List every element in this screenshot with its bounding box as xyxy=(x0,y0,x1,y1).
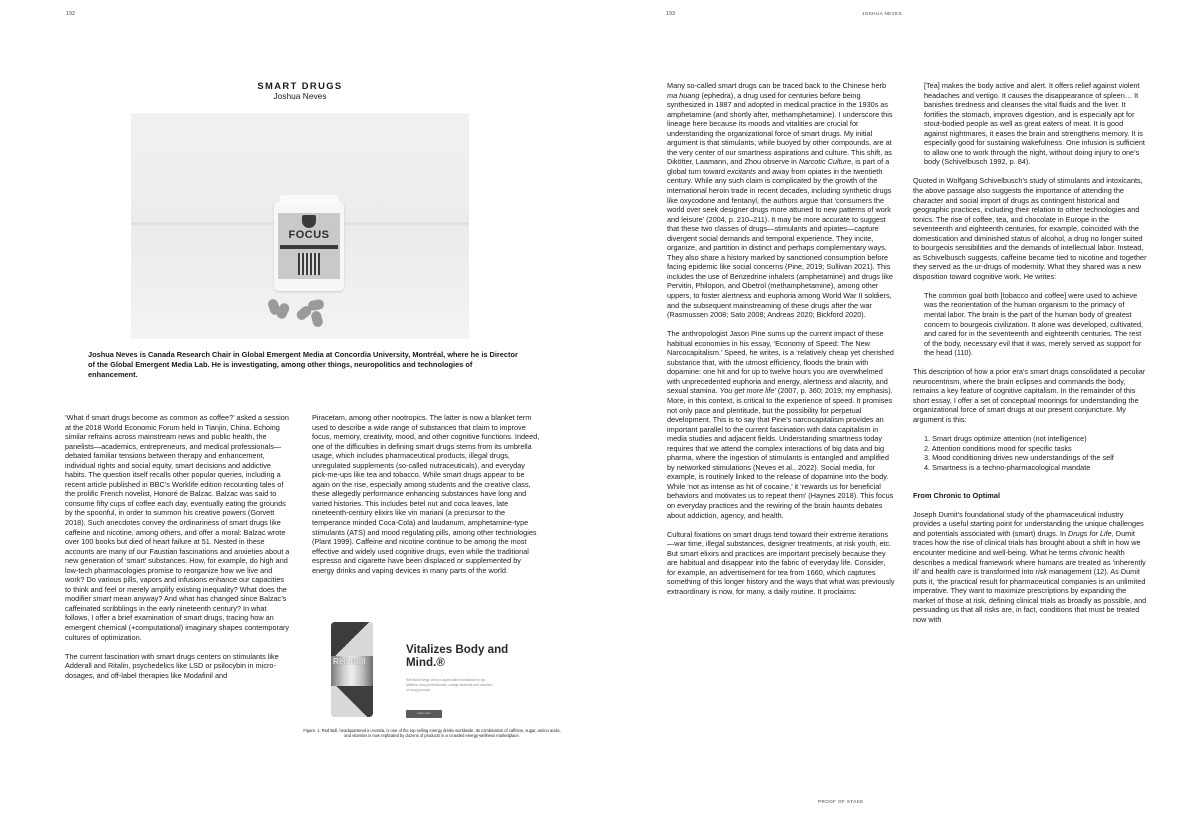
text-column-2 xyxy=(312,413,540,585)
author-bio: Joshua Neves is Canada Research Chair in Global Emergent Media at Concordia University, Montréal, where he is Director of the Global Emergent Media Lab. He is investigating, among other things, neuropolitics and technologies of enhancement. xyxy=(88,350,518,379)
focus-supplement-photo xyxy=(131,113,469,339)
jar-lid xyxy=(280,195,338,205)
paragraph: Joseph Dumit’s foundational study of the pharmaceutical industry provides a useful starting point for understanding the unique challenges and potentials associated with (smart) drugs. In Drugs for Life, Dumit traces how the rise of clinical trials has brought about a shift in how we encounter medicine and well-being. What he terms chronic health describes a medical framework where humans are treated as ‘inherently ill’ and health care is transformed into risk management (12). As Dumit puts it, ‘the practical result for pharmaceutical companies is an unlimited imperative. They want to maximize prescriptions by expanding the market of those at risk, defining clinical trials as broadly as possible, and persuading us that all risks are, in fact, conditions that must be treated now with xyxy=(913,509,1147,624)
running-foot: PROOF OF STAKE xyxy=(818,799,864,804)
ad-learn-more-button: Learn more xyxy=(406,710,442,718)
text-column-1 xyxy=(65,413,290,690)
list-item: 3. Mood conditioning drives new understandings of the self xyxy=(924,453,1114,463)
block-quote-tea: [Tea] makes the body active and alert. It offers relief against violent headaches and vertigo. It causes the disappearance of spleen… It banishes tiredness and cleanses the vital fluids and the liver. It fortifies the stomach, improves digestion, and is especially apt for stout-bodied people as well as great eaters of meat. It is good against nightmares, it eases the brain and strengthens memory. It is especially good for sustaining wakefulness. One infusion is sufficient to allow one to work through the night, without doing injury to one’s body (Schivelbusch 1992, p. 84). xyxy=(924,81,1145,167)
capsule xyxy=(310,310,324,328)
paragraph: Piracetam, among other nootropics. The latter is now a blanket term used to describe a wide range of substances that claim to improve focus, memory, creativity, mood, and other cognitive functions. Indeed, one of the difficulties in defining smart drugs stems from its umbrella usage, which includes pharmaceutical products, illegal drugs, unregulated supplements (so-called nutraceuticals), and everyday pick-me-ups like tea and tobacco. While smart drugs appear to be again on the rise, especially among students and the creative class, these allegedly performance enhancing substances have long and varied histories. This includes betel nut and coca leaves, late nineteenth-century elixirs like vin mariani (a precursor to the temperance minded Coca-Cola) and laudanum, amphetamine-type stimulants (ATS) and mood regulating pills, among other technologies (Plant 1999). Caffeine and nicotine continue to be among the most effective and widely used cognitive drugs, even while the traditional espresso and cigarette have been displaced or supplemented by energy drinks and vaping devices in many parts of the world. xyxy=(312,413,540,575)
list-item: 2. Attention conditions mood for specific tasks xyxy=(924,443,1072,453)
article-byline: Joshua Neves xyxy=(273,91,327,101)
article-header xyxy=(0,80,600,102)
paragraph: The current fascination with smart drugs centers on stimulants like Adderall and Ritalin, psychedelics like LSD or psilocybin in micro-dosages, and off-label therapies like Modafinil and xyxy=(65,651,279,680)
supplement-jar xyxy=(274,201,344,291)
list-item: 1. Smart drugs optimize attention (not intelligence) xyxy=(924,434,1087,444)
article-title: SMART DRUGS xyxy=(257,80,343,91)
ad-headline: Vitalizes Body and Mind.® xyxy=(406,643,509,669)
page-number-right: 193 xyxy=(666,11,676,17)
paragraph: Cultural fixations on smart drugs tend toward their extreme iterations—war time, illegal substances, designer treatments, at risk youth, etc. But smart elixirs and practices are important precisely because they are habitual and disappear into the fabric of everyday life. Consider, for example, an advertisement for tea from 1660, which captures something of this longer history and the ways that what was previously extraordinary is now, for many, a daily routine. It proclaims: xyxy=(667,529,895,596)
right-page xyxy=(600,0,1200,818)
jar-label xyxy=(278,213,340,279)
figure-caption: Figure. 1: Red Bull, headquartered in Austria, is one of the top selling energy drinks worldwide. Its combination of caffeine, sugar, amino acids, and vitamins is now replicated by dozens of products in a crowded energy-wellness marketplace. xyxy=(303,728,561,739)
paragraph: Quoted in Wolfgang Schivelbusch’s study of stimulants and intoxicants, the above passage also suggests the importance of attending the character and social import of drugs as contingent historical and geographic practices, including their relation to other technologies and tonics. The rise of coffee, tea, and chocolate in Europe in the seventeenth and eighteenth centuries, for example, coincided with the domestication and diminished status of alcohol, a drug no longer suited to bourgeois sensibilities and the demands of intellectual labor. Instead, as Schivelbusch suggests, caffeine became tied to nicotine and together they served as the ur-drugs of modernity. What they shared was a new disposition toward cognitive work. He writes: xyxy=(913,176,1147,281)
paragraph: ‘What if smart drugs become as common as coffee?’ asked a session at the 2018 World Economic Forum held in Tianjin, China. Echoing similar refrains across mainstream news and public health, the panelists—academics, entrepreneurs, and medical professionals—debated familiar tensions between therapy and enhancement, individual rights and social equity, smart decisions and addictive habits. The question itself recalls other popular queries, including a recent article published in BBC’s Worklife edition recounting tales of the prolific French novelist, Honoré de Balzac. Balzac was said to consume fifty cups of coffee each day, eventually eating the grounds by the spoonful, in order to summon his creative powers (Gorvett 2018). Such anecdotes convey the ordinariness of smart drugs like caffeine and nicotine, among others, and offer a moral: Balzac wrote over 100 books but died of heart failure at 51. Nested in these accounts are many of our Faustian fascinations and anxieties about a new generation of ‘smart’ substances. How, for example, do high and low-tech pharmacologies promise to reorganize how we live and work? Do various pills, vapors and infusions enhance our capacities to think and feel or merely amplify existing inequality? What does the modifier smart mean anyway? And what has changed since Balzac’s caffeinated scribblings in the early nineteenth century? In what follows, I offer a brief examination of smart drugs, tracing how an emergent chemical (+computational) imaginary shapes contemporary cultures of optimization. xyxy=(65,413,290,642)
jar-brand-text: FOCUS xyxy=(288,229,330,241)
running-head: JOSHUA NEVES xyxy=(862,11,903,16)
text-column-3 xyxy=(667,81,895,606)
redbull-can-image xyxy=(331,622,373,717)
qr-code-icon xyxy=(298,253,320,275)
capsule xyxy=(307,299,324,312)
shield-icon xyxy=(302,215,316,228)
jar-stripe xyxy=(280,245,338,249)
paragraph: The anthropologist Jason Pine sums up the current impact of these habitual economies in his essay, ‘Economy of Speed: The New Narcocapitalism.’ Speed, he writes, is a ‘relatively cheap yet cherished substance that, with the utmost efficiency, floods the brain with dopamine: one hit and for up to twelve hours you are overwhelmed with unprecedented euphoria and energy, alertness and alacrity, and sexual stamina. You get more life’ (2007, p. 360; 2019; my emphasis). More, in this context, is critical to the experience of speed. It promises not only pace and plentitude, but the possibility for perpetual development. This is to say that Pine’s narcocapitalism provides an important parallel to the current fascination with data capitalism in media studies and adjacent fields. Understanding smartness today requires that we attend the complex interactions of big data and big pharma, where the ingestion of stimulants is entangled and amplified by networked stimulations (Neves et al., 2022). Social media, for example, is routinely linked to the release of dopamine into the body. While ‘not as intense as hit of cocaine,’ it ‘rewards us for beneficial behaviors and motivates us to repeat them’ (Haynes 2018). This focus on everyday practices and the rewiring of the brain haunts debates about addiction, agency, and health. xyxy=(667,329,894,520)
section-heading: From Chronic to Optimal xyxy=(913,490,1001,500)
page-number-left: 192 xyxy=(66,11,76,17)
ad-body-text: Red Bull Energy Drink is appreciated worldwide by top athletes, busy professionals, college students and travelers on long journeys. xyxy=(406,678,493,693)
paragraph: This description of how a prior era’s smart drugs consolidated a peculiar neurocentrism, where the brain eclipses and commands the body, remains a key feature of cognitive capitalism. In the remainder of this short essay, I offer a set of conceptual moorings for understanding the organizational force of smart drugs at our present conjuncture. My argument is this: xyxy=(913,367,1146,424)
argument-list xyxy=(913,434,1148,472)
redbull-figure xyxy=(327,620,537,730)
block-quote-schivelbusch: The common goal both [tobacco and coffee] were used to achieve was the reorientation of the human organism to the primacy of mental labor. The brain is the part of the human body of greatest concern to bourgeois civilization. It alone was developed, cultivated, and cared for in the seventeenth and eighteenth centuries. The rest of the body, necessary evil that it was, merely served as support for the head (110). xyxy=(924,290,1144,358)
paragraph: Many so-called smart drugs can be traced back to the Chinese herb ma huang (ephedra), a drug used for centuries before being synthesized in 1887 and adopted in medical practice in the 1930s as amphetamine (and shortly after, methamphetamine). I underscore this lineage here because its moods and vitalities are crucial for understanding the organizational force of smart drugs. My initial argument is that stimulants, while buoyed by other compounds, are at the very center of our smartness aspirations and culture. This shift, as Dikötter, Laamann, and Zhou observe in Narcotic Culture, is part of a global turn toward excitants and away from opiates in the twentieth century. While any such claim is complicated by the growth of the international heroin trade in recent decades, including synthetic drugs like oxycodone and fentanyl, the authors argue that ‘consumers the world over seek designer drugs more attuned to new patterns of work and leisure’ (2004, p. 210–211). It may be more accurate to suggest that these two classes of drugs—stimulants and opiates—capture divergent social demands and temporal experience. They incite, organize, and partition in distinct and perhaps complementary ways. They also share a history marked by sanctioned consumption before facing epidemic like social concerns (Pine, 2019; Sullivan 2021). This includes the use of Benzedrine inhalers (amphetamine) and drugs like Pervitin, Philopon, and Obetrol (methamphetamine), among other uppers, to foster alertness and euphoria among World War II soldiers, and the subsequent mainstreaming of these drugs after the war (Rasmussen 2008; Sato 2008; Andreas 2020; Bickford 2020). xyxy=(667,81,893,320)
list-item: 4. Smartness is a techno-pharmacological mandate xyxy=(924,462,1091,472)
text-column-4 xyxy=(913,81,1148,634)
can-logo-text: Red Bull xyxy=(333,657,366,666)
